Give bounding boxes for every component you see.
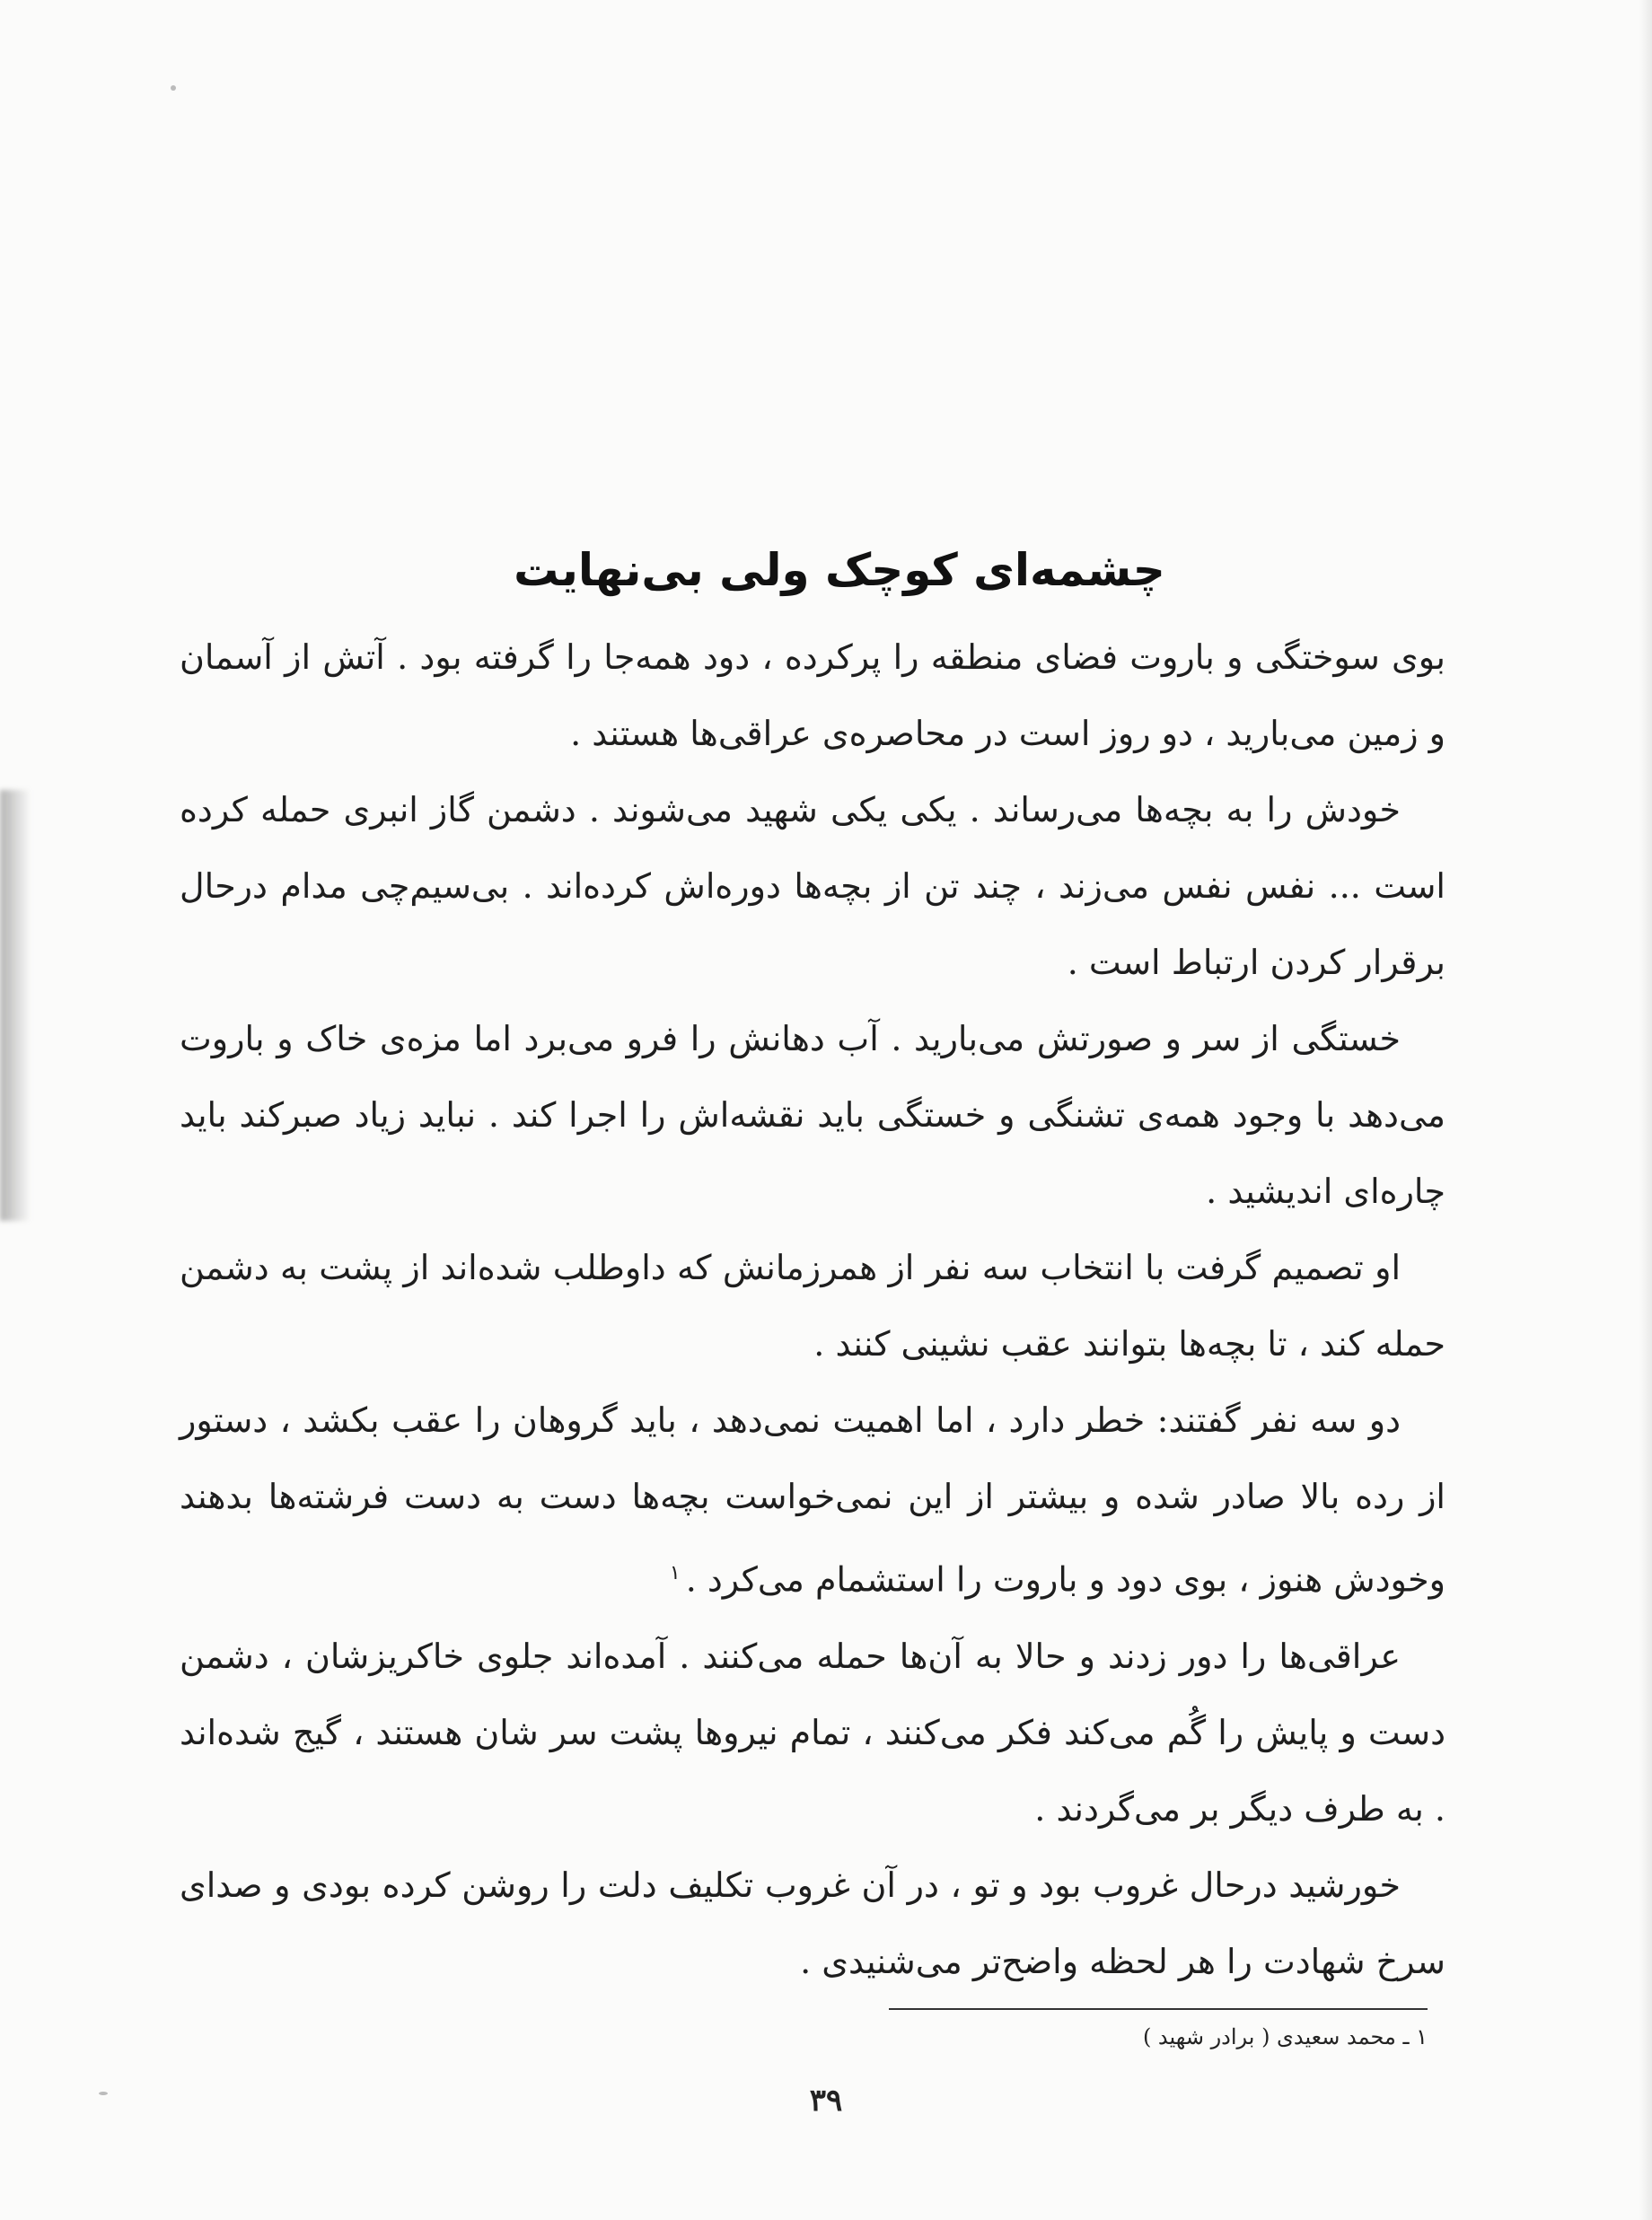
scan-speck: [171, 85, 176, 91]
paragraph: خستگی از سر و صورتش می‌بارید . آب دهانش را فرو می‌برد اما مزه‌ی خاک و باروت می‌دهد با وجود همه‌ی تشنگی و خستگی باید نقشه‌اش را اجرا کند . نباید زیاد صبرکند باید چاره‌ای اندیشید .: [180, 1019, 1446, 1211]
footnote-marker: ۱: [669, 1562, 681, 1584]
paragraph-text: دو سه نفر گفتند: خطر دارد ، اما اهمیت نمی‌دهد ، باید گروهان را عقب بکشد ، دستور از رده بالا صادر شده و بیشتر از این نمی‌خواست بچه‌ها دست به دست فرشته‌ها بدهند وخودش هنوز ، بوی دود و باروت را استشمام می‌کرد .: [180, 1400, 1446, 1600]
paragraph: او تصمیم گرفت با انتخاب سه نفر از همرزمانش که داوطلب شده‌اند از پشت به دشمن حمله کند ، تا بچه‌ها بتوانند عقب نشینی کنند .: [180, 1248, 1446, 1364]
chapter-title: چشمه‌ای کوچک ولی بی‌نهایت: [514, 544, 1165, 596]
paragraph: خورشید درحال غروب بود و تو ، در آن غروب تکلیف دلت را روشن کرده بودی و صدای سرخ شهادت را هر لحظه واضح‌تر می‌شنیدی .: [180, 1865, 1446, 1981]
footnote: ۱ ـ محمد سعیدی ( برادر شهید ): [1142, 2024, 1428, 2049]
page-number: ۳۹: [809, 2083, 843, 2119]
paragraph: بوی سوختگی و باروت فضای منطقه را پرکرده ، دود همه‌جا را گرفته بود . آتش از آسمان و زمین می‌بارید ، دو روز است در محاصره‌ی عراقی‌ها هستند .: [180, 637, 1446, 753]
paragraph: عراقی‌ها را دور زدند و حالا به آن‌ها حمله می‌کنند . آمده‌اند جلوی خاکریزشان ، دشمن دست و پایش را گُم می‌کند فکر می‌کنند ، تمام نیروها پشت سر شان هستند ، گیج شده‌اند . به طرف دیگر بر می‌گردند .: [180, 1636, 1446, 1829]
page-content: [180, 530, 1446, 2000]
page-edge: [1639, 0, 1652, 2220]
paragraph-with-footnote: [180, 1382, 1446, 1619]
paragraph: خودش را به بچه‌ها می‌رساند . یکی یکی شهید می‌شوند . دشمن گاز انبری حمله کرده است ... نفس نفس می‌زند ، چند تن از بچه‌ها دوره‌اش کرده‌اند . بی‌سیم‌چی مدام درحال برقرار کردن ارتباط است .: [180, 790, 1446, 982]
footnote-divider: [889, 2008, 1428, 2010]
scan-edge-shadow: [0, 790, 31, 1221]
